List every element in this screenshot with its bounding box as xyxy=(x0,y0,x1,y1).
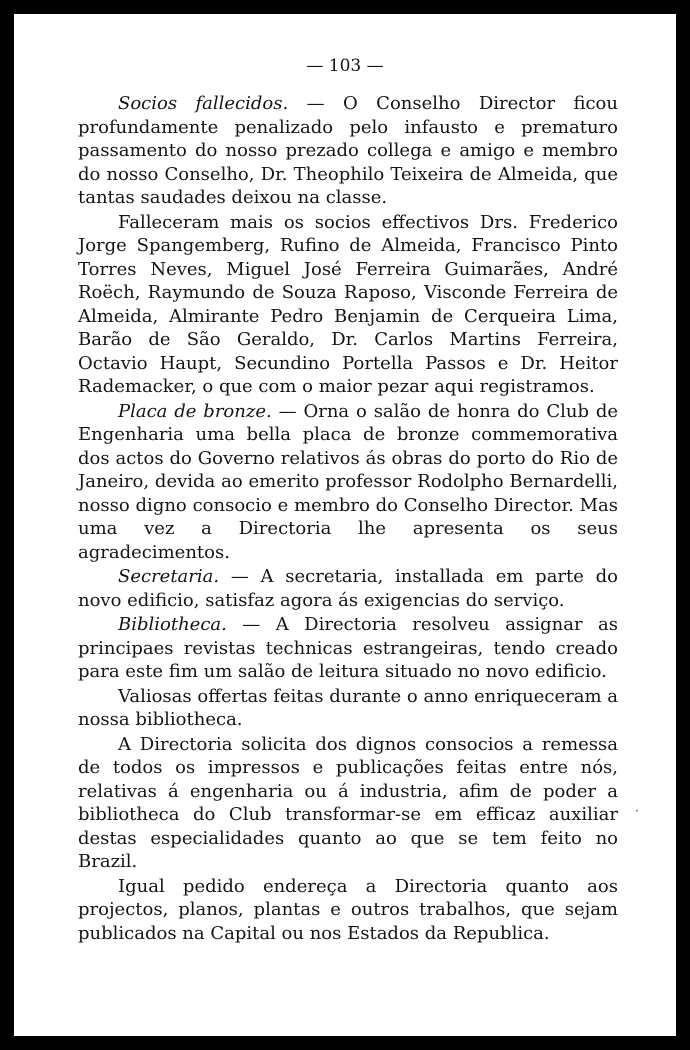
body-text xyxy=(78,92,618,945)
section-heading: Socios fallecidos. xyxy=(118,93,289,114)
paragraph-directoria-solicita xyxy=(78,733,618,874)
paragraph-falleceram xyxy=(78,211,618,399)
section-heading: Placa de bronze. xyxy=(118,400,272,422)
paragraph-text: A Directoria solicita dos dignos consocios a remessa de todos os impressos e publicações feitas entre nós, relativas á engenharia ou á industria, afim de poder a bibliotheca do Club transformar-se em efficaz auxiliar destas especialidades quanto ao que se tem feito no Brazil. xyxy=(78,733,618,872)
section-heading: Secretaria. xyxy=(118,566,220,587)
paragraph-text: Valiosas offertas feitas durante o anno enriqueceram a nossa bibliotheca. xyxy=(78,685,618,730)
paragraph-socios-fallecidos xyxy=(78,92,618,210)
book-page xyxy=(14,14,676,1036)
paragraph-text: — O Conselho Director ficou profundamente penalizado pelo infausto e prematuro passamento do nosso prezado collega e amigo e membro do nosso Conselho, Dr. Theophilo Teixeira de Almeida, que tantas saudades deixou na classe. xyxy=(78,93,618,208)
section-heading: Bibliotheca. xyxy=(118,614,227,635)
paragraph-text: — A Directoria resolveu assignar as principaes revistas technicas estrangeiras, tendo creado para este fim um salão de leitura situado no novo edificio. xyxy=(78,614,618,682)
margin-mark: · xyxy=(635,804,639,818)
paragraph-text: Falleceram mais os socios effectivos Drs. Frederico Jorge Spangemberg, Rufino de Almeida, Francisco Pinto Torres Neves, Miguel José Ferreira Guimarães, André Roëch, Raymundo de Souza Raposo, Visconde Ferreira de Almeida, Almirante Pedro Benjamin de Cerqueira Lima, Barão de São Geraldo, Dr. Carlos Martins Ferreira, Octavio Haupt, Secundino Portella Passos e Dr. Heitor Rademacker, o que com o maior pezar aqui registramos. xyxy=(78,211,618,397)
paragraph-text: — Orna o salão de honra do Club de Engenharia uma bella placa de bronze commemorativa dos actos do Governo relativos ás obras do porto do Rio de Janeiro, devida ao emerito professor Rodolpho Bernardelli, nosso digno consocio e membro do Conselho Director. Mas uma vez a Directoria lhe apresenta os seus agradecimentos. xyxy=(78,400,618,563)
paragraph-bibliotheca xyxy=(78,613,618,684)
paragraph-igual-pedido xyxy=(78,875,618,946)
paragraph-placa-de-bronze xyxy=(78,400,618,565)
paragraph-text: — A secretaria, installada em parte do novo edificio, satisfaz agora ás exigencias do serviço. xyxy=(78,566,618,611)
paragraph-valiosas-offertas xyxy=(78,685,618,732)
page-number: — 103 — xyxy=(306,56,384,76)
paragraph-text: Igual pedido endereça a Directoria quanto aos projectos, planos, plantas e outros trabalhos, que sejam publicados na Capital ou nos Estados da Republica. xyxy=(78,875,618,944)
paragraph-secretaria xyxy=(78,565,618,612)
